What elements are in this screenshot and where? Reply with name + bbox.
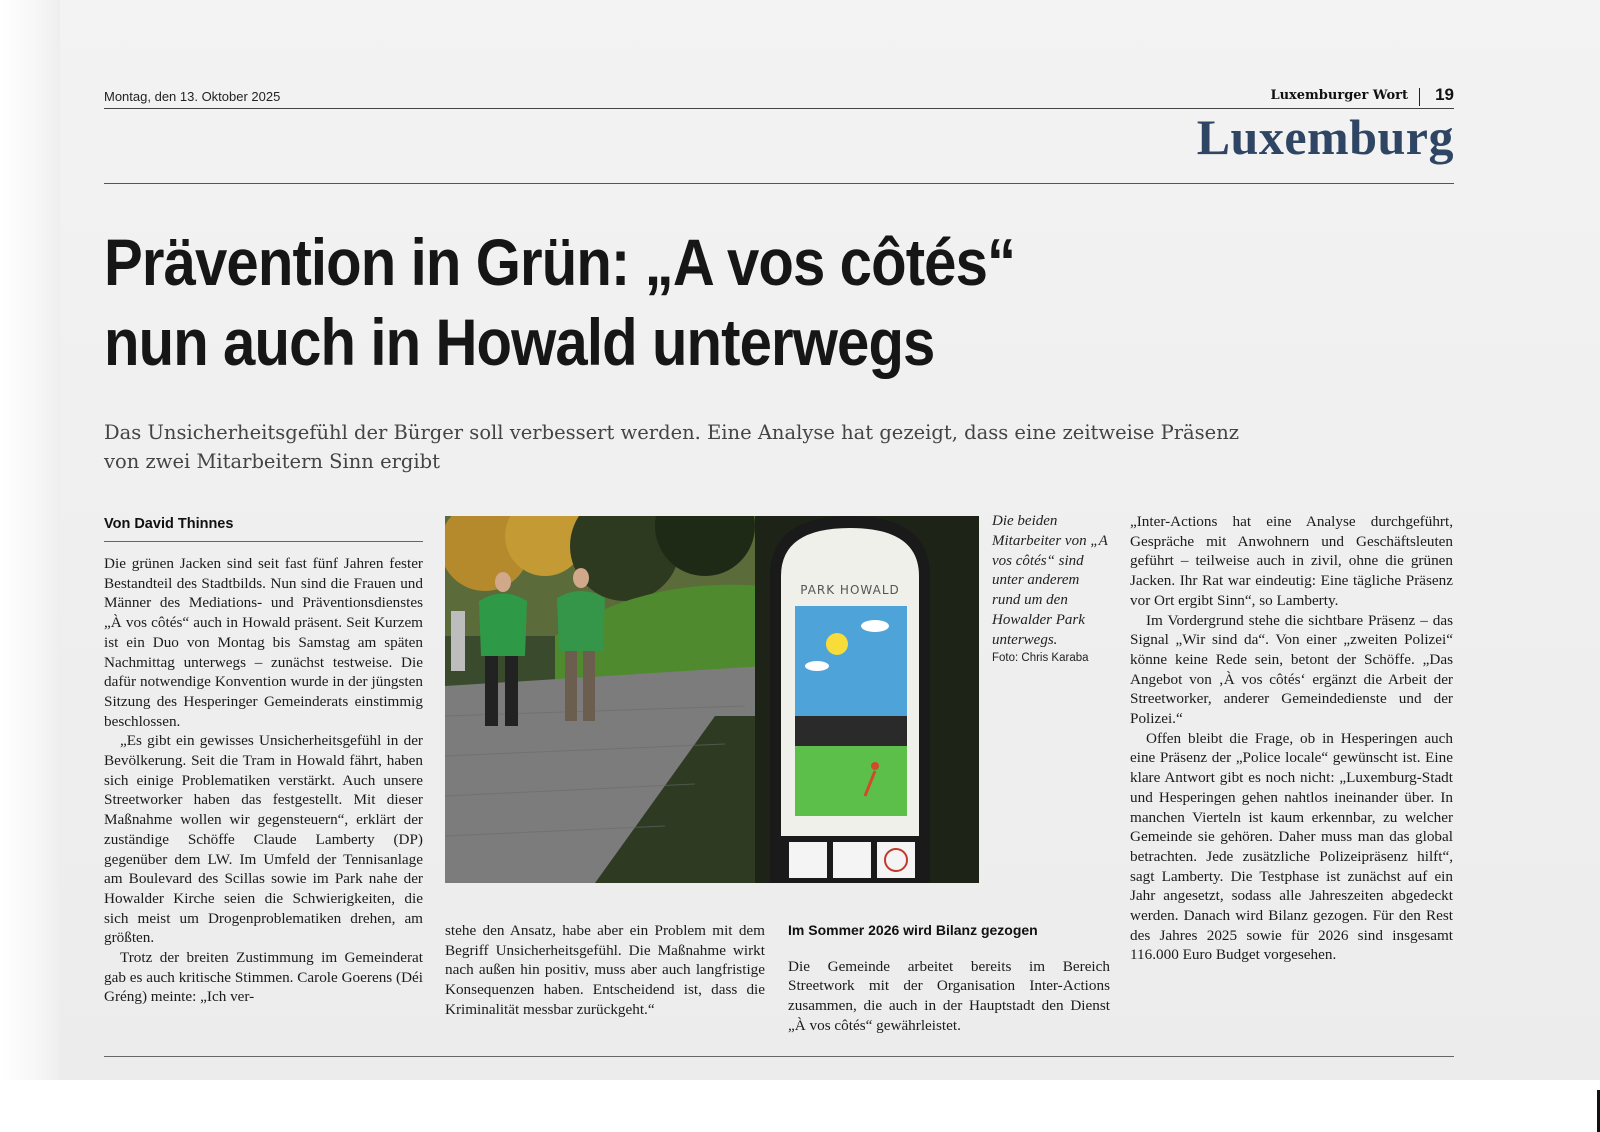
issue-date: Montag, den 13. Oktober 2025 (104, 89, 281, 104)
column-2 (445, 921, 765, 1020)
body-paragraph: „Es gibt ein gewisses Unsicherheitsgefühl in der Bevölkerung. Seit die Tram in Howald fährt, haben sich einige Problematiken verstärkt. Auch unsere Streetworker haben das festgestellt. Mit dieser Maßnahme wollen wir gegensteuern“, erklärt der zuständige Schöffe Claude Lamberty (DP) gegenüber dem LW. Im Umfeld der Tennisanlage am Boulevard des Scillas sowie im Park nahe der Howalder Kirche seien die Schwierigkeiten, die sich meist um Drogenproblematiken drehen, am größten. (104, 732, 423, 947)
newspaper-name: Luxemburger Wort (1270, 88, 1408, 103)
header-separator (1419, 88, 1420, 106)
footer-rule (104, 1056, 1454, 1057)
lead-paragraph (104, 418, 1464, 476)
body-paragraph: Offen bleibt die Frage, ob in Hesperingen auch eine Präsenz der „Police locale“ gewünscht ist. Eine klare Antwort gibt es noch nicht: „Luxemburg-Stadt und Hesperingen gehen nahtlos ineinander über. In manchen Vierteln ist kaum erkennbar, zu welcher Gemeinde sie gehören. Daher muss man das global betrachten. Jede zusätzliche Polizeipräsenz hilft“, sagt Lamberty. Die Testphase ist zunächst auf ein Jahr angesetzt, sodass alle Jahreszeiten abgedeckt werden. Danach wird Bilanz gezogen. Für den Rest des Jahres 2025 sowie für 2026 sind insgesamt 116.000 Euro Budget vorgesehen. (1130, 729, 1453, 964)
section-rule (104, 183, 1454, 184)
headline-line-1: Prävention in Grün: „A vos côtés“ (104, 225, 1016, 299)
section-title: Luxemburg (1196, 109, 1454, 165)
column-4 (1130, 512, 1453, 965)
scan-bottom-margin (0, 1080, 1600, 1132)
column-1 (104, 554, 423, 1007)
body-paragraph: „Inter-Actions hat eine Analyse durchgeführt, Gespräche mit Anwohnern und Geschäftsleuten geführt – teilweise auch in zivil, ohne die grünen Jacken. Ihr Rat war eindeutig: Eine tägliche Präsenz vor Ort ergibt Sinn“, so Lamberty. (1130, 513, 1453, 609)
headline (104, 222, 1464, 382)
sign-text: PARK HOWALD (800, 583, 900, 597)
subheading: Im Sommer 2026 wird Bilanz gezogen (788, 922, 1038, 938)
body-paragraph: Trotz der breiten Zustimmung im Gemeinderat gab es auch kritische Stimmen. Carole Goerens (Déi Gréng) meinte: „Ich ver- (104, 949, 423, 1006)
page-header (104, 85, 1454, 109)
column-3 (788, 921, 1110, 1036)
photo-caption: Die beiden Mitarbeiter von „A vos côtés“ sind unter anderem rund um den Howalder Park unterwegs. (992, 513, 1108, 648)
body-paragraph: Im Vordergrund stehe die sichtbare Präsenz – das Signal „Wir sind da“. Von einer „zweiten Polizei“ könne keine Rede sein, betont der Schöffe. „Das Angebot von ‚À vos côtés‘ ergänzt die Arbeit der Streetworker, anderer Gemeindedienste und der Polizei.“ (1130, 611, 1453, 728)
byline-rule (104, 541, 423, 542)
lead-line-2: von zwei Mitarbeitern Sinn ergibt (104, 450, 440, 473)
photo-illustration (445, 516, 979, 883)
article-photo (445, 516, 979, 883)
scan-margin (0, 0, 60, 1132)
lead-line-1: Das Unsicherheitsgefühl der Bürger soll verbessert werden. Eine Analyse hat gezeigt, dass eine zeitweise Präsenz (104, 421, 1240, 444)
photo-credit: Foto: Chris Karaba (992, 652, 1089, 664)
body-paragraph: Die Gemeinde arbeitet bereits im Bereich Streetwork mit der Organisation Inter-Actions zusammen, die auch in der Hauptstadt den Dienst „À vos côtés“ gewährleistet. (788, 957, 1110, 1034)
page-number: 19 (1435, 85, 1454, 104)
body-paragraph: Die grünen Jacken sind seit fast fünf Jahren fester Bestandteil des Stadtbilds. Nun sind die Frauen und Männer des Mediations- und Präventionsdienstes „À vos côtés“ auch in Howald präsent. Seit Kurzem ist ein Duo von Montag bis Samstag am späten Nachmittag unterwegs – zunächst testweise. Die dafür notwendige Konvention wurde in der jüngsten Sitzung des Hesperinger Gemeinderats einstimmig beschlossen. (104, 555, 423, 730)
headline-line-2: nun auch in Howald unterwegs (104, 305, 935, 379)
byline: Von David Thinnes (104, 516, 234, 532)
body-paragraph: stehe den Ansatz, habe aber ein Problem mit dem Begriff Unsicherheitsgefühl. Die Maßnahme wirkt nach außen hin positiv, muss aber auch langfristige Konsequenzen haben. Entscheidend ist, dass die Kriminalität messbar zurückgeht.“ (445, 922, 765, 1018)
